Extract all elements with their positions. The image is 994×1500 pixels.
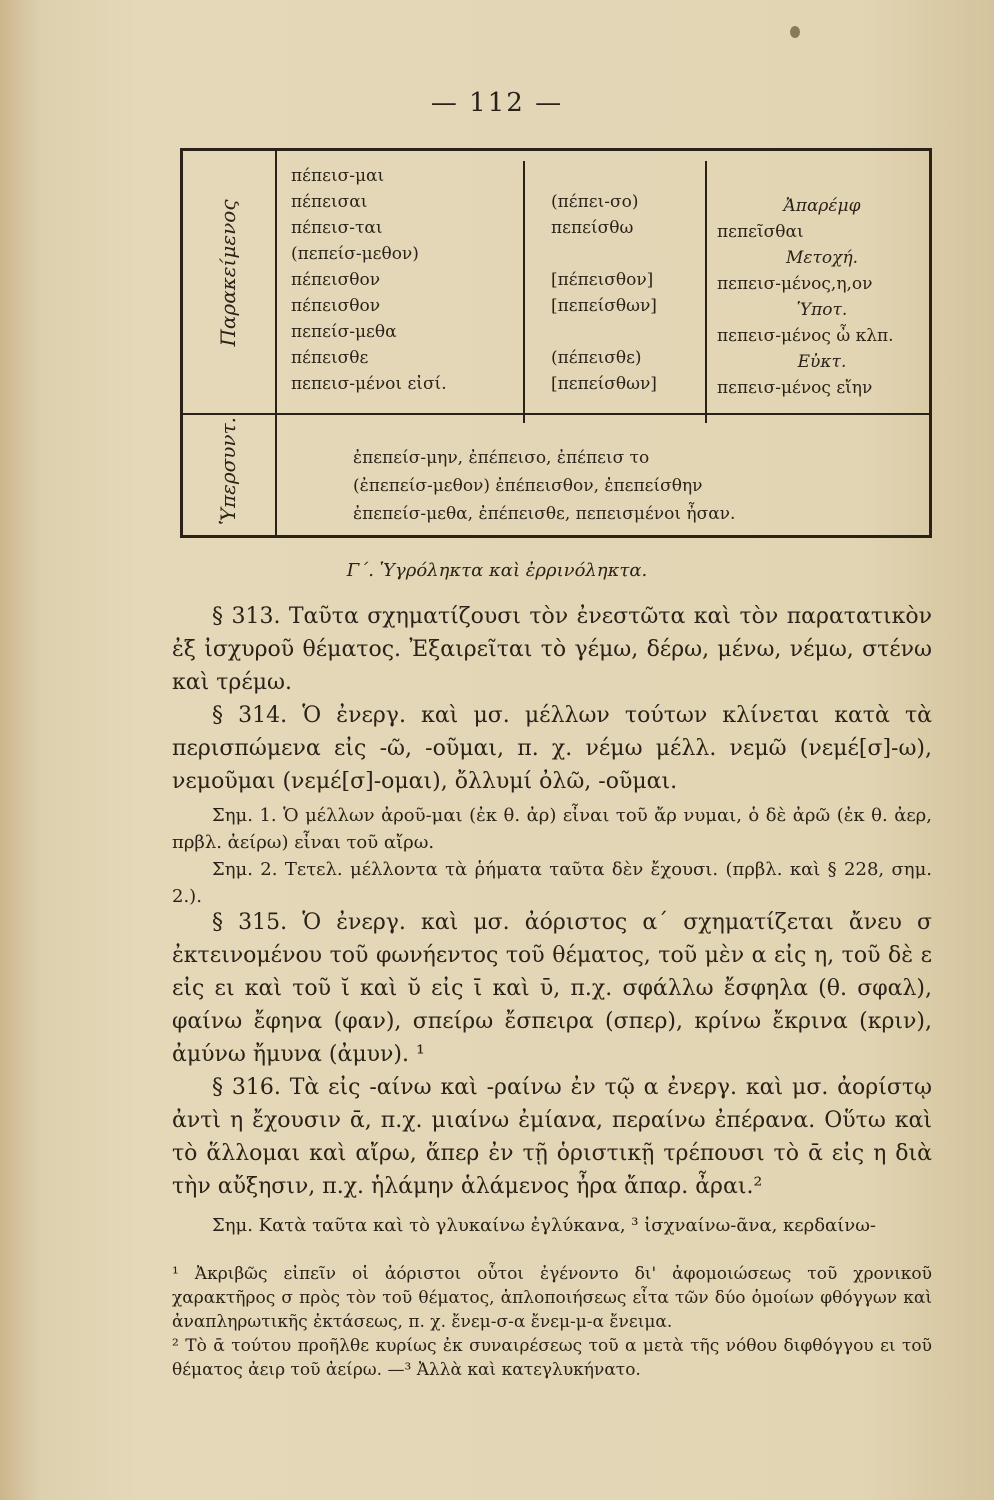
form-value: πεπεῖσθαι bbox=[717, 222, 804, 242]
indicative-form: πέπεισ-μαι bbox=[291, 166, 385, 186]
conjugation-table bbox=[180, 148, 932, 538]
forms-heading: Ὑποτ. bbox=[796, 300, 848, 320]
forms-heading: Εὐκτ. bbox=[797, 352, 847, 372]
pluperfect-line: (ἐπεπείσ-μεθον) ἐπέπεισθον, ἐπεπείσθην bbox=[353, 476, 703, 496]
imperative-form bbox=[551, 241, 657, 267]
ink-spot bbox=[790, 26, 800, 38]
forms-heading: Μετοχή. bbox=[785, 248, 859, 268]
pluperfect-line: ἐπεπείσ-μεθα, ἐπέπεισθε, πεπεισμένοι ἦσαν. bbox=[353, 504, 736, 524]
last-note-block bbox=[172, 1212, 932, 1239]
paragraph: § 313. Ταῦτα σχηματίζουσι τὸν ἐνεστῶτα καὶ τὸν παρατατικὸν ἐξ ἰσχυροῦ θέματος. Ἐξαιρεῖται τὸ γέμω, δέρω, μένω, νέμω, στένω καὶ τρέμω. bbox=[172, 604, 932, 695]
form-value: πεπεισ-μένος ὦ κλπ. bbox=[717, 326, 894, 346]
page-number: — 112 — bbox=[430, 88, 564, 118]
pluperfect-label: Ὑπερσυντ. bbox=[216, 416, 240, 526]
form-value: πεπεισ-μένος εἴην bbox=[717, 378, 873, 398]
form-value: πεπεισ-μένος,η,ον bbox=[717, 274, 873, 294]
imperative-form: [πεπείσθων] bbox=[551, 374, 657, 394]
footnote: ² Τὸ ᾱ τούτου προῆλθε κυρίως ἐκ συναιρέσεως τοῦ α μετὰ τῆς νόθου διφθόγγου ει τοῦ θέματος ἀειρ τοῦ ἀείρω. —³ Ἀλλὰ καὶ κατεγλυκήνατο. bbox=[172, 1336, 932, 1380]
indicative-form: πέπεισθε bbox=[291, 348, 369, 368]
note: Σημ. 2. Τετελ. μέλλοντα τὰ ῥήματα ταῦτα δὲν ἔχουσι. (πρβλ. καὶ § 228, σημ. 2.). bbox=[172, 859, 932, 907]
indicative-form: πέπεισθον bbox=[291, 270, 381, 290]
imperative-form: (πέπει-σο) bbox=[551, 192, 639, 212]
forms-heading: Ἀπαρέμφ bbox=[783, 196, 861, 216]
footnotes bbox=[172, 1262, 932, 1382]
paragraph-block-2 bbox=[172, 906, 932, 1203]
notes-block bbox=[172, 802, 932, 910]
pluperfect-line: ἐπεπείσ-μην, ἐπέπεισο, ἐπέπεισ το bbox=[353, 448, 650, 468]
paragraph: § 316. Τὰ εἰς -αίνω καὶ -ραίνω ἐν τῷ α ἐνεργ. καὶ μσ. ἀορίστῳ ἀντὶ η ἔχουσιν ᾱ, π.χ. μιαίνω ἐμίανα, περαίνω ἐπέρανα. Οὕτω καὶ τὸ ἅλλομαι καὶ αἴρω, ἅπερ ἐν τῇ ὁριστικῇ τρέπουσι τὸ ᾱ εἰς η διὰ τὴν αὔξησιν, π.χ. ἡλάμην ἁλάμενος ἦρα ἄπαρ. ἆραι.² bbox=[172, 1075, 932, 1199]
paragraph-block-1 bbox=[172, 600, 932, 798]
indicative-form: πέπεισ-ται bbox=[291, 218, 383, 238]
indicative-form: πέπεισαι bbox=[291, 192, 368, 212]
indicative-form: πεπείσ-μεθα bbox=[291, 322, 397, 342]
section-heading: Γ΄. Ὑγρόληκτα καὶ ἐρρινόληκτα. bbox=[346, 560, 648, 581]
imperative-form: (πέπεισθε) bbox=[551, 348, 642, 368]
imperative-form: πεπείσθω bbox=[551, 218, 634, 238]
indicative-form: (πεπείσ-μεθον) bbox=[291, 244, 419, 264]
paragraph: § 315. Ὁ ἐνεργ. καὶ μσ. ἀόριστος α΄ σχηματίζεται ἄνευ σ ἐκτεινομένου τοῦ φωνήεντος τοῦ θέματος, τοῦ μὲν α εἰς η, τοῦ δὲ ε εἰς ει καὶ τοῦ ῐ καὶ ῠ εἰς ῑ καὶ ῡ, π.χ. σφάλλω ἔσφηλα (θ. σφαλ), φαίνω ἔφηνα (φαν), σπείρω ἔσπειρα (σπερ), κρίνω ἔκρινα (κριν), ἀμύνω ἤμυνα (ἀμυν). ¹ bbox=[172, 910, 932, 1067]
imperative-column bbox=[551, 189, 657, 397]
indicative-column bbox=[291, 163, 447, 397]
perfect-label: Παρακείμενος bbox=[216, 199, 240, 347]
note: Σημ. 1. Ὁ μέλλων ἀροῦ-μαι (ἐκ θ. ἀρ) εἶναι τοῦ ἄρ νυμαι, ὁ δὲ ἀρῶ (ἐκ θ. ἀερ, πρβλ. ἀείρω) εἶναι τοῦ αἴρω. bbox=[172, 805, 932, 853]
forms-column bbox=[717, 193, 927, 401]
indicative-form: πεπεισ-μένοι εἰσί. bbox=[291, 374, 447, 394]
footnote: ¹ Ἀκριβῶς εἰπεῖν οἱ ἀόριστοι οὗτοι ἐγένοντο δι' ἀφομοιώσεως τοῦ χρονικοῦ χαρακτῆρος σ πρὸς τὸν τοῦ θέματος, ἁπλοποιήσεως εἶτα τῶν δύο ὁμοίων φθόγγων καὶ ἀναπληρωτικῆς ἐκτάσεως, π. χ. ἔνεμ-σ-α ἔνεμ-μ-α ἔνειμα. bbox=[172, 1264, 932, 1332]
imperative-form: [πεπείσθων] bbox=[551, 296, 657, 316]
indicative-form: πέπεισθον bbox=[291, 296, 381, 316]
imperative-form: [πέπεισθον] bbox=[551, 270, 654, 290]
paragraph: § 314. Ὁ ἐνεργ. καὶ μσ. μέλλων τούτων κλίνεται κατὰ τὰ περισπώμενα εἰς -ῶ, -οῦμαι, π. χ. νέμω μέλλ. νεμῶ (νεμέ[σ]-ω), νεμοῦμαι (νεμέ[σ]-ομαι), ὄλλυμί ὀλῶ, -οῦμαι. bbox=[172, 703, 932, 794]
imperative-form bbox=[551, 319, 657, 345]
note: Σημ. Κατὰ ταῦτα καὶ τὸ γλυκαίνω ἐγλύκανα, ³ ἰσχναίνω-ᾶνα, κερδαίνω- bbox=[212, 1215, 876, 1236]
